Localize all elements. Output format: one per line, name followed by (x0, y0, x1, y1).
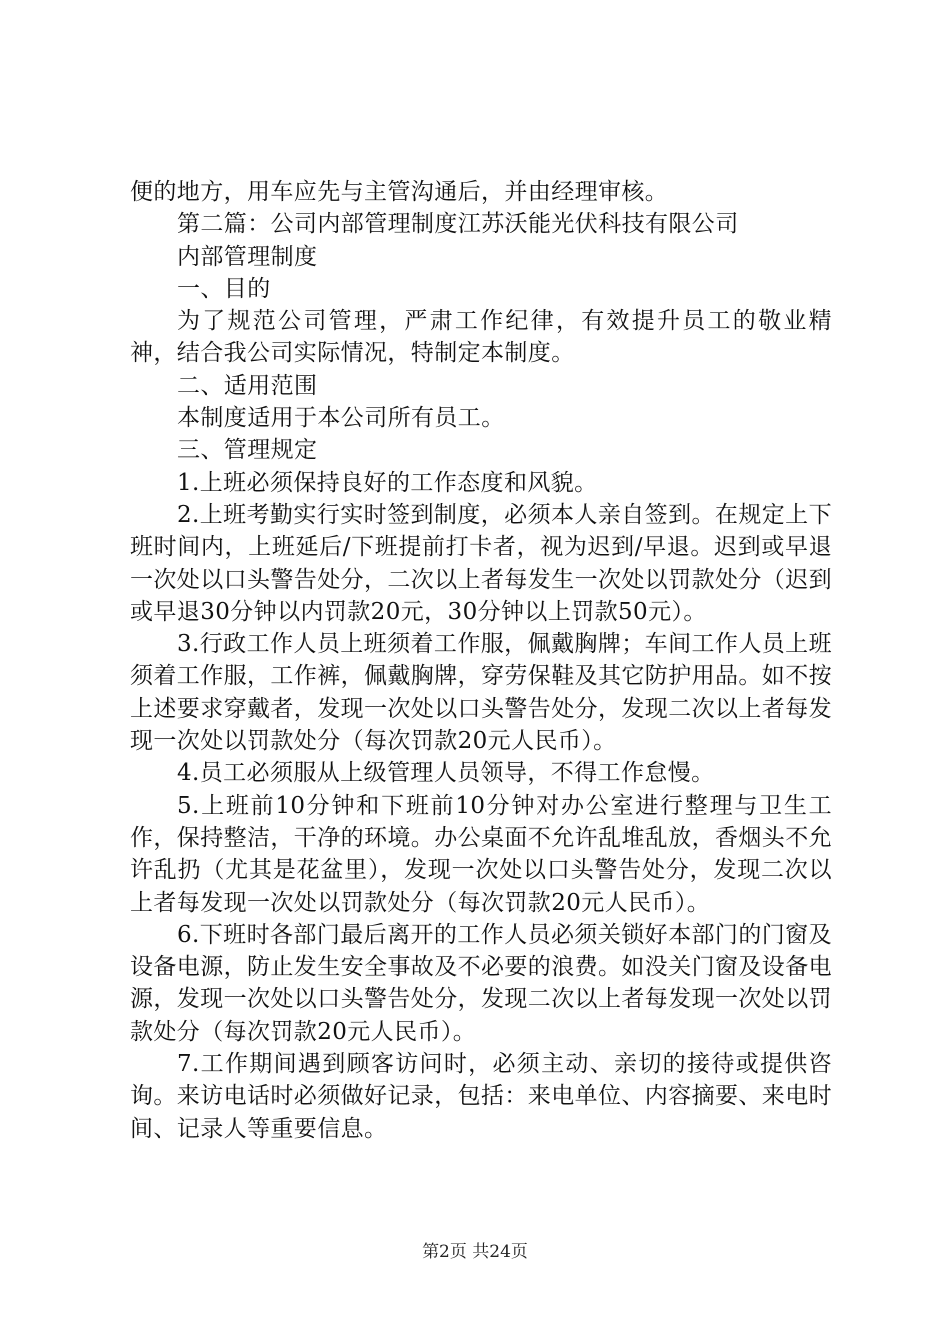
rule-item-2: 2.上班考勤实行实时签到制度，必须本人亲自签到。在规定上下班时间内，上班延后/下班提前打卡者，视为迟到/早退。迟到或早退一次处以口头警告处分，二次以上者每发生一次处以罚款处分（迟到或早退30分钟以内罚款20元，30分钟以上罚款50元）。 (130, 501, 832, 625)
rule-item-4: 4.员工必须服从上级管理人员领导，不得工作怠慢。 (177, 760, 715, 787)
section-heading-scope: 二、适用范围 (177, 372, 318, 399)
paragraph-1: 便的地方，用车应先与主管沟通后，并由经理审核。 (130, 179, 669, 205)
page-number-footer: 第2页 共24页 (422, 1242, 528, 1262)
paragraph-7: 本制度适用于本公司所有员工。 (177, 405, 505, 432)
paragraph-3: 内部管理制度 (177, 243, 318, 270)
rule-item-5: 5.上班前10分钟和下班前10分钟对办公室进行整理与卫生工作，保持整洁，干净的环境。办公桌面不允许乱堆乱放，香烟头不允许乱扔（尤其是花盆里），发现一次处以口头警告处分，发现二次以上者每发现一次处以罚款处分（每次罚款20元人民币）。 (130, 792, 832, 916)
rule-item-7: 7.工作期间遇到顾客访问时，必须主动、亲切的接待或提供咨询。来访电话时必须做好记录，包括：来电单位、内容摘要、来电时间、记录人等重要信息。 (130, 1051, 832, 1142)
rule-item-6: 6.下班时各部门最后离开的工作人员必须关锁好本部门的门窗及设备电源，防止发生安全事故及不必要的浪费。如没关门窗及设备电源，发现一次处以口头警告处分，发现二次以上者每发现一次处以罚款处分（每次罚款20元人民币）。 (130, 921, 832, 1045)
rule-item-1: 1.上班必须保持良好的工作态度和风貌。 (177, 469, 598, 496)
rule-item-3: 3.行政工作人员上班须着工作服，佩戴胸牌；车间工作人员上班须着工作服，工作裤，佩戴胸牌，穿劳保鞋及其它防护用品。如不按上述要求穿戴者，发现一次处以口头警告处分，发现二次以上者每发现一次处以罚款处分（每次罚款20元人民币）。 (130, 631, 832, 755)
section-heading-rules: 三、管理规定 (177, 437, 318, 464)
section-heading-purpose: 一、目的 (177, 275, 271, 302)
document-body (130, 176, 832, 1145)
paragraph-2: 第二篇：公司内部管理制度江苏沃能光伏科技有限公司 (177, 211, 739, 238)
paragraph-5: 为了规范公司管理，严肃工作纪律，有效提升员工的敬业精神，结合我公司实际情况，特制定本制度。 (130, 308, 832, 367)
